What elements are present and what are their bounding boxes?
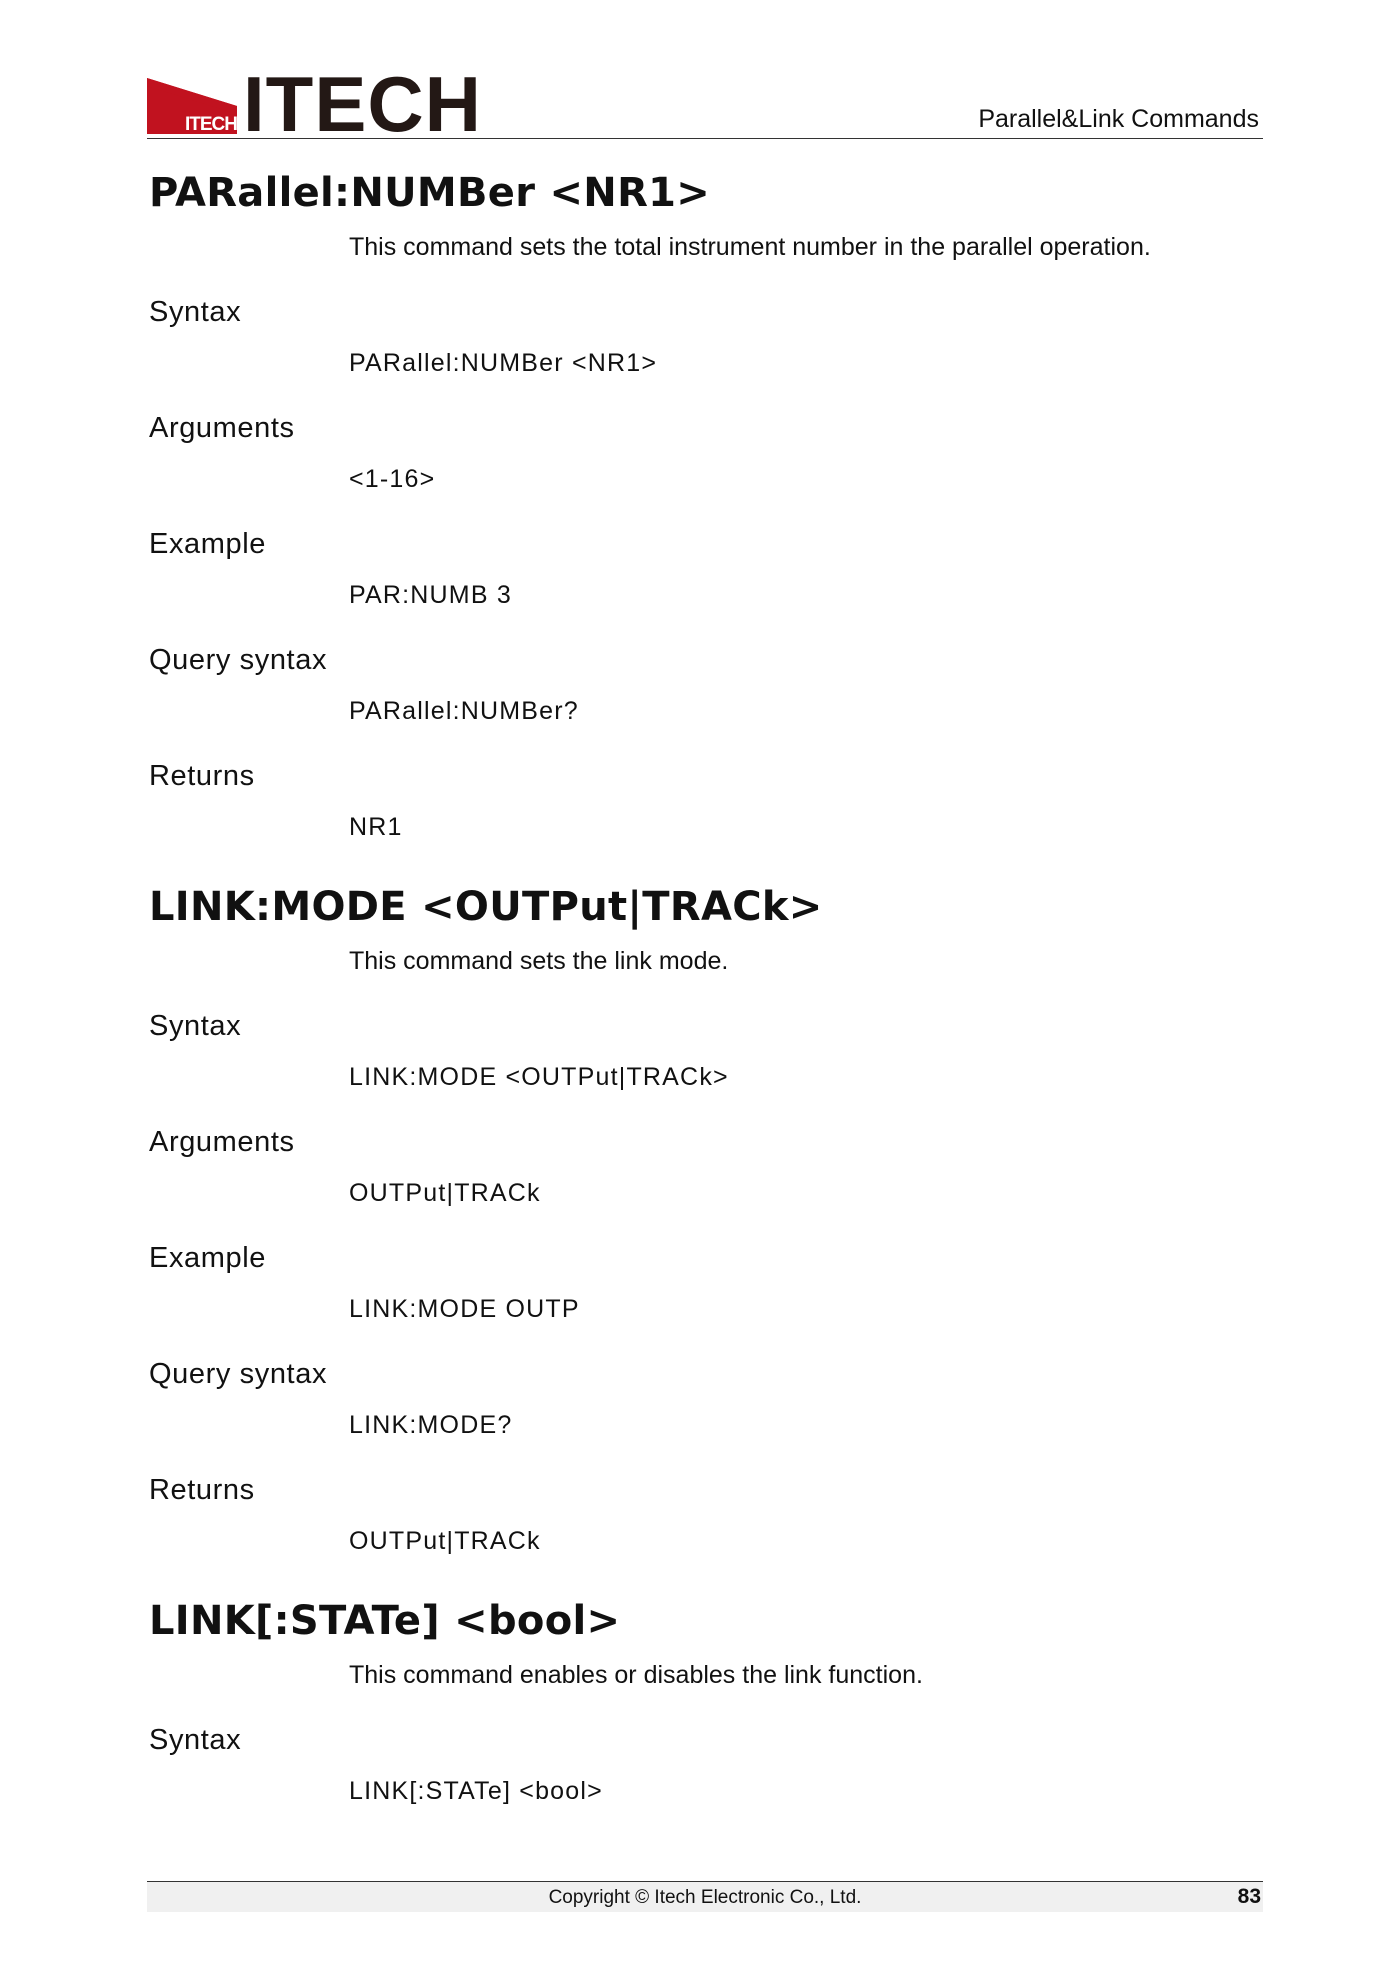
page-number: 83 — [1237, 1885, 1261, 1908]
itech-logo-mark-icon — [147, 78, 237, 134]
section-label: Syntax — [149, 1010, 242, 1042]
section-value: PARallel:NUMBer <NR1> — [349, 349, 658, 377]
section-value: OUTPut|TRACk — [349, 1527, 541, 1555]
section-value: LINK:MODE OUTP — [349, 1295, 580, 1323]
section-value: <1-16> — [349, 465, 436, 493]
command-title: LINK[:STATe] <bool> — [149, 1598, 621, 1644]
section-arguments — [149, 410, 1259, 494]
section-syntax — [149, 1008, 1259, 1092]
running-title: Parallel&Link Commands — [978, 105, 1259, 133]
page-footer — [147, 1881, 1263, 1912]
section-label: Example — [149, 528, 267, 560]
command-block — [149, 168, 1259, 842]
section-label: Syntax — [149, 1724, 242, 1756]
page-content — [149, 168, 1259, 1806]
command-block — [149, 882, 1259, 1556]
section-query-syntax — [149, 1356, 1259, 1440]
section-returns — [149, 1472, 1259, 1556]
section-example — [149, 1240, 1259, 1324]
section-label: Arguments — [149, 412, 295, 444]
section-label: Query syntax — [149, 644, 328, 676]
logo-mark-text: ITECH — [185, 114, 237, 134]
command-description: This command sets the link mode. — [349, 947, 729, 975]
section-label: Returns — [149, 760, 255, 792]
section-value: LINK:MODE? — [349, 1411, 513, 1439]
section-label: Returns — [149, 1474, 255, 1506]
command-description: This command sets the total instrument number in the parallel operation. — [349, 233, 1151, 261]
page-header — [147, 60, 1263, 148]
section-returns — [149, 758, 1259, 842]
command-block — [149, 1596, 1259, 1806]
section-label: Arguments — [149, 1126, 295, 1158]
section-value: PARallel:NUMBer? — [349, 697, 579, 725]
copyright-notice: Copyright © Itech Electronic Co., Ltd. — [548, 1887, 862, 1908]
section-value: PAR:NUMB 3 — [349, 581, 512, 609]
section-label: Example — [149, 1242, 267, 1274]
section-label: Syntax — [149, 296, 242, 328]
section-query-syntax — [149, 642, 1259, 726]
section-value: NR1 — [349, 813, 403, 841]
command-title: PARallel:NUMBer <NR1> — [149, 170, 711, 216]
section-syntax — [149, 1722, 1259, 1806]
section-value: LINK:MODE <OUTPut|TRACk> — [349, 1063, 729, 1091]
section-value: OUTPut|TRACk — [349, 1179, 541, 1207]
section-example — [149, 526, 1259, 610]
section-syntax — [149, 294, 1259, 378]
section-label: Query syntax — [149, 1358, 328, 1390]
logo-wordmark: ITECH — [243, 60, 482, 148]
command-title: LINK:MODE <OUTPut|TRACk> — [149, 884, 823, 930]
command-description: This command enables or disables the link function. — [349, 1661, 923, 1689]
section-arguments — [149, 1124, 1259, 1208]
itech-logo — [147, 60, 482, 148]
section-value: LINK[:STATe] <bool> — [349, 1777, 603, 1805]
